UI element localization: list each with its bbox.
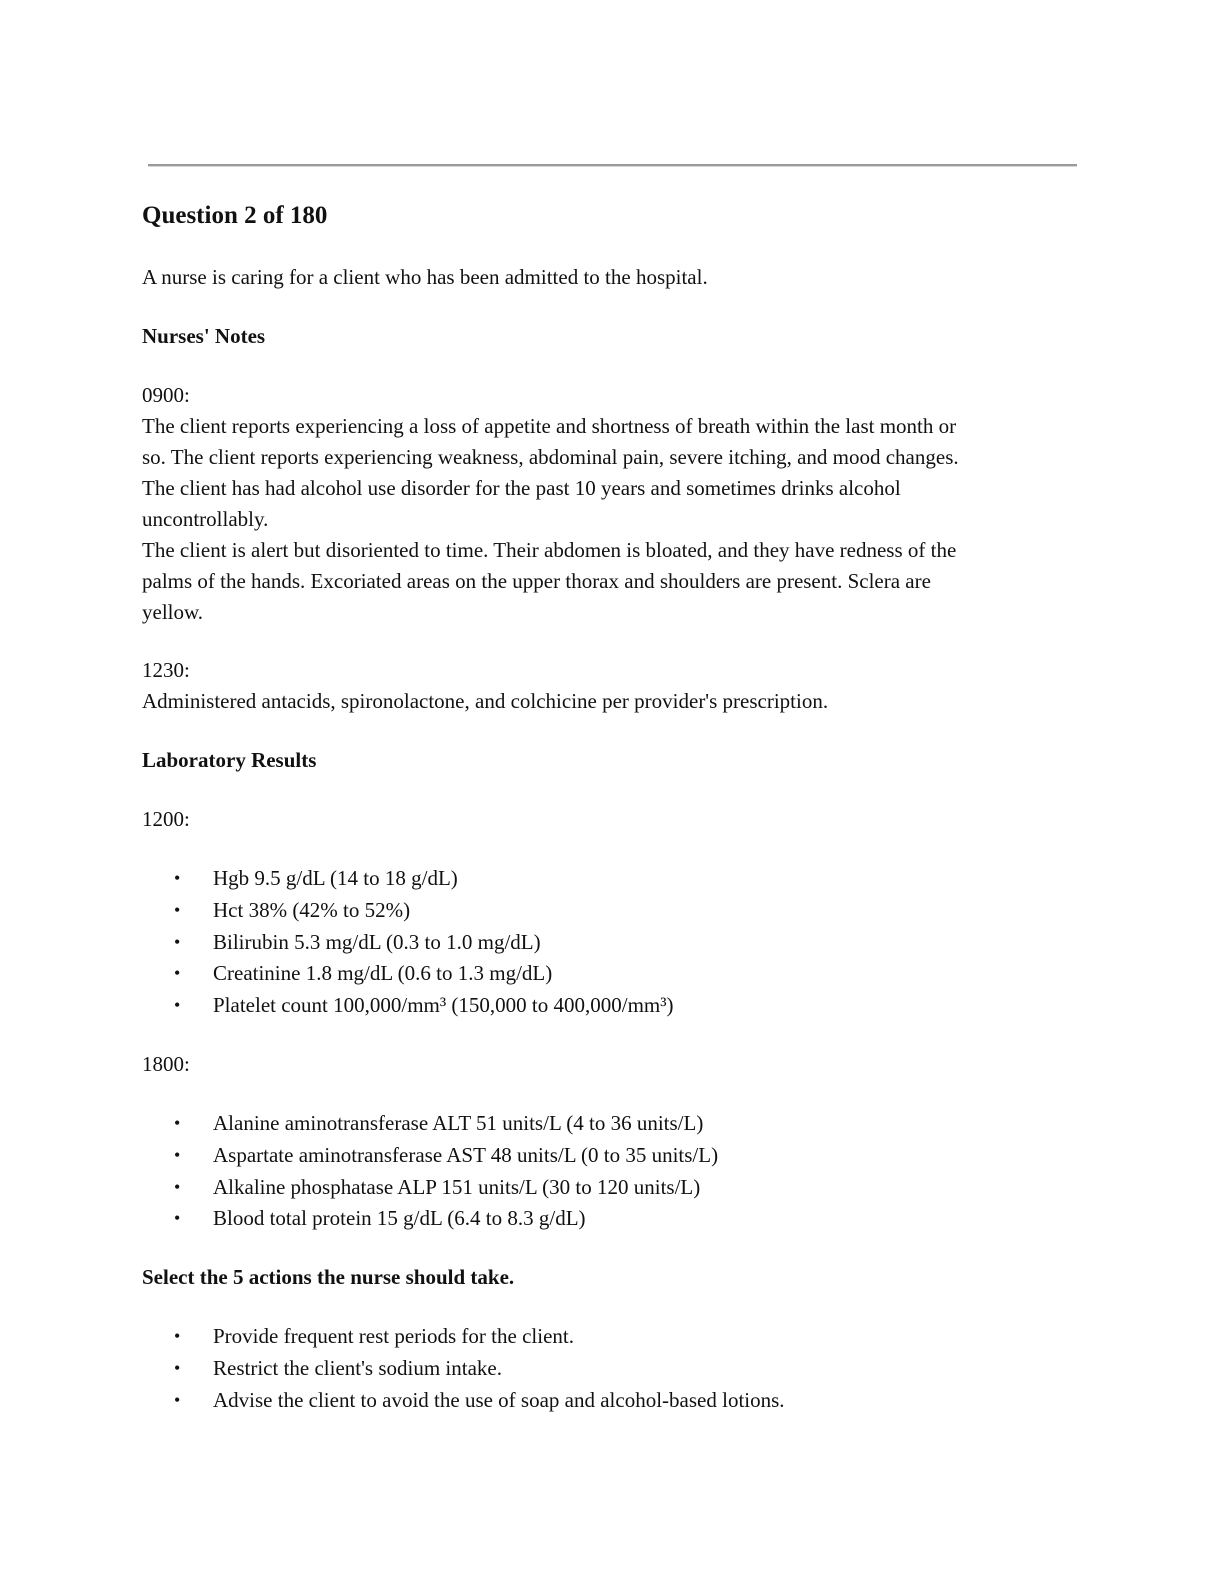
list-item: • Hgb 9.5 g/dL (14 to 18 g/dL) <box>142 863 1078 895</box>
note-line: palms of the hands. Excoriated areas on the upper thorax and shoulders are present. Sclera are <box>142 569 931 593</box>
bullet-icon: • <box>174 899 181 920</box>
action-option[interactable]: • Restrict the client's sodium intake. <box>142 1353 1078 1385</box>
top-divider <box>148 164 1077 167</box>
bullet-icon: • <box>174 1144 181 1165</box>
bullet-icon: • <box>174 1326 181 1347</box>
list-item: • Alkaline phosphatase ALP 151 units/L (30 to 120 units/L) <box>142 1172 1078 1204</box>
list-item: • Platelet count 100,000/mm³ (150,000 to 400,000/mm³) <box>142 990 1078 1022</box>
question-title: Question 2 of 180 <box>142 202 328 229</box>
note-line: The client has had alcohol use disorder for the past 10 years and sometimes drinks alcohol <box>142 476 901 500</box>
bullet-icon: • <box>174 1208 181 1229</box>
list-item: • Hct 38% (42% to 52%) <box>142 895 1078 927</box>
bullet-icon: • <box>174 995 181 1016</box>
note-line: yellow. <box>142 600 204 624</box>
action-option[interactable]: • Advise the client to avoid the use of soap and alcohol-based lotions. <box>142 1385 1078 1417</box>
list-item: • Aspartate aminotransferase AST 48 units/L (0 to 35 units/L) <box>142 1140 1078 1172</box>
note-time-0900: 0900: <box>142 383 190 407</box>
note-entry-0900 <box>142 411 1078 628</box>
list-item: • Bilirubin 5.3 mg/dL (0.3 to 1.0 mg/dL) <box>142 927 1078 959</box>
bullet-icon: • <box>174 868 181 888</box>
lab-time-1200: 1200: <box>142 807 190 831</box>
note-line: so. The client reports experiencing weakness, abdominal pain, severe itching, and mood changes. <box>142 445 959 469</box>
bullet-icon: • <box>174 1357 181 1378</box>
note-line: uncontrollably. <box>142 507 269 531</box>
actions-prompt: Select the 5 actions the nurse should take. <box>142 1265 515 1290</box>
bullet-icon: • <box>174 1112 181 1133</box>
lab-time-1800: 1800: <box>142 1051 190 1076</box>
list-item: • Blood total protein 15 g/dL (6.4 to 8.3 g/dL) <box>142 1203 1078 1235</box>
bullet-icon: • <box>174 1389 181 1410</box>
question-intro: A nurse is caring for a client who has been admitted to the hospital. <box>142 265 708 289</box>
bullet-icon: • <box>174 963 181 984</box>
note-line: The client reports experiencing a loss of appetite and shortness of breath within the last month or <box>142 414 957 438</box>
note-time-1230: 1230: <box>142 658 190 682</box>
bullet-icon: • <box>174 1176 181 1197</box>
bullet-icon: • <box>174 931 181 952</box>
list-item: • Creatinine 1.8 mg/dL (0.6 to 1.3 mg/dL) <box>142 958 1078 990</box>
lab-list-1200 <box>142 863 1078 1022</box>
note-line: The client is alert but disoriented to time. Their abdomen is bloated, and they have redness of the <box>142 538 957 562</box>
note-entry-1230: Administered antacids, spironolactone, and colchicine per provider's prescription. <box>142 689 829 713</box>
nurses-notes-heading: Nurses' Notes <box>142 324 266 348</box>
list-item: • Alanine aminotransferase ALT 51 units/L (4 to 36 units/L) <box>142 1108 1078 1140</box>
lab-list-1800 <box>142 1108 1078 1235</box>
lab-results-heading: Laboratory Results <box>142 748 317 772</box>
action-option[interactable]: • Provide frequent rest periods for the client. <box>142 1321 1078 1353</box>
actions-list <box>142 1321 1078 1416</box>
document-body <box>142 196 1078 1417</box>
